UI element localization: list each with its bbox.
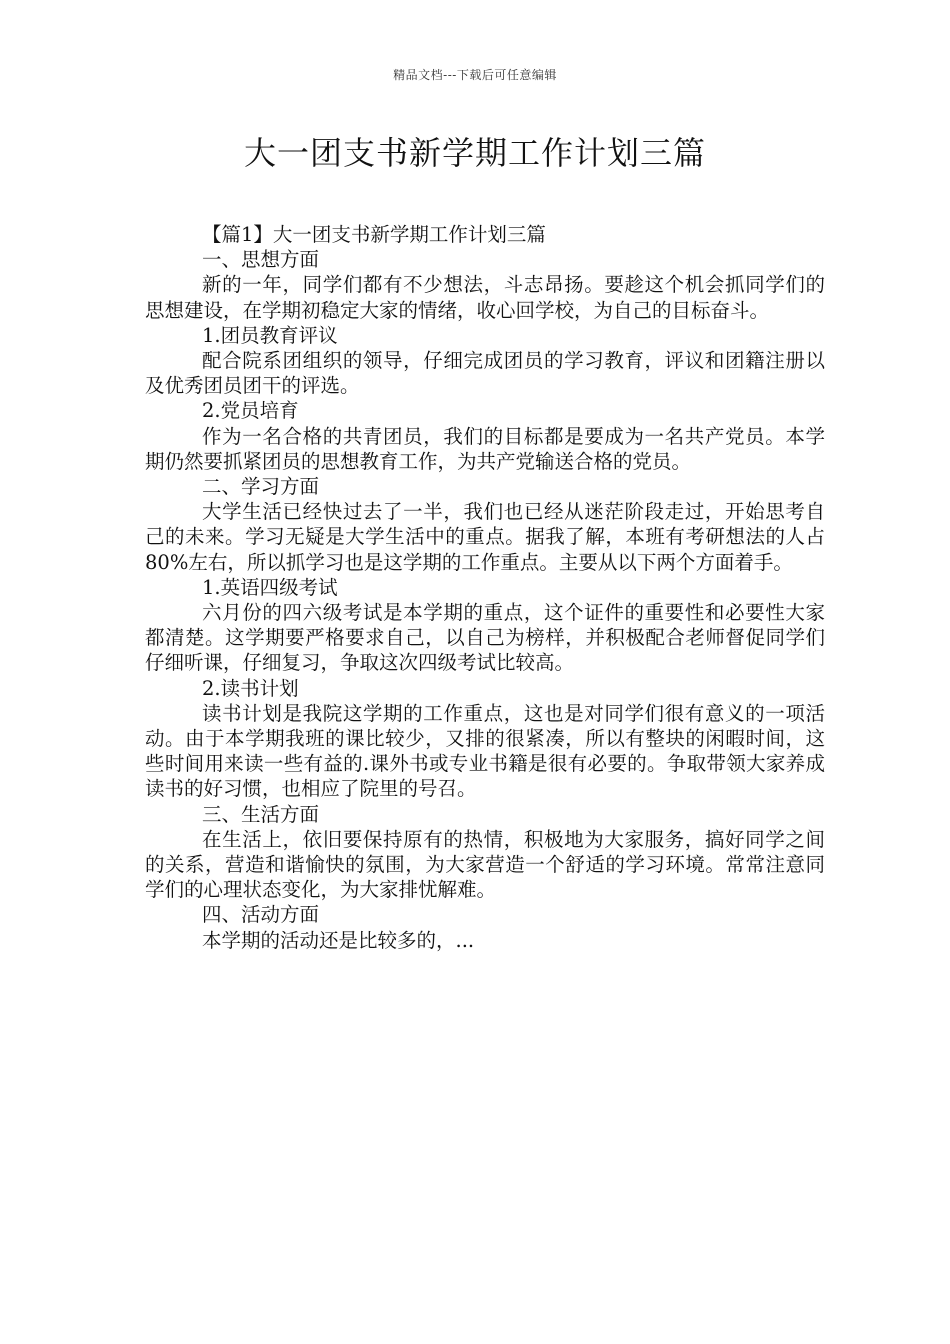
subsection-heading: 二、学习方面 — [202, 475, 320, 499]
document-title: 大一团支书新学期工作计划三篇 — [243, 134, 706, 172]
subsection-heading: 四、活动方面 — [202, 903, 320, 927]
subsection-heading: 三、生活方面 — [202, 802, 320, 826]
section-heading: 【篇1】大一团支书新学期工作计划三篇 — [202, 223, 546, 246]
body-paragraph: 大学生活已经快过去了一半，我们也已经从迷茫阶段走过，开始思考自己的未来。学习无疑是大学生活中的重点。据我了解，本班有考研想法的人占80%左右，所以抓学习也是这学期的工作重点。主要从以下两个方面着手。 — [145, 500, 825, 574]
body-paragraph: 新的一年，同学们都有不少想法，斗志昂扬。要趁这个机会抓同学们的思想建设，在学期初稳定大家的情绪，收心回学校，为自己的目标奋斗。 — [145, 273, 825, 322]
subsection-heading: 一、思想方面 — [202, 248, 320, 272]
subsection-heading: 1.团员教育评议 — [202, 323, 338, 347]
body-paragraph: 六月份的四六级考试是本学期的重点，这个证件的重要性和必要性大家都清楚。这学期要严格要求自己，以自己为榜样，并积极配合老师督促同学们仔细听课，仔细复习，争取这次四级考试比较高。 — [145, 601, 825, 675]
body-paragraph: 读书计划是我院这学期的工作重点，这也是对同学们很有意义的一项活动。由于本学期我班的课比较少，又排的很紧凑，所以有整块的闲暇时间，这些时间用来读一些有益的.课外书或专业书籍是很有必要的。争取带领大家养成读书的好习惯，也相应了院里的号召。 — [145, 701, 825, 801]
body-paragraph: 配合院系团组织的领导，仔细完成团员的学习教育，评议和团籍注册以及优秀团员团干的评选。 — [145, 349, 825, 398]
body-paragraph: 作为一名合格的共青团员，我们的目标都是要成为一名共产党员。本学期仍然要抓紧团员的思想教育工作，为共产党输送合格的党员。 — [145, 424, 825, 473]
header-note: 精品文档---下载后可任意编辑 — [393, 68, 557, 82]
subsection-heading: 2.党员培育 — [202, 399, 299, 423]
subsection-heading: 2.读书计划 — [202, 676, 299, 700]
body-paragraph: 本学期的活动还是比较多的，... — [202, 928, 475, 952]
document-body — [145, 222, 825, 953]
subsection-heading: 1.英语四级考试 — [202, 575, 338, 599]
body-paragraph: 在生活上，依旧要保持原有的热情，积极地为大家服务，搞好同学之间的关系，营造和谐愉快的氛围，为大家营造一个舒适的学习环境。常常注意同学们的心理状态变化，为大家排忧解难。 — [145, 827, 825, 902]
